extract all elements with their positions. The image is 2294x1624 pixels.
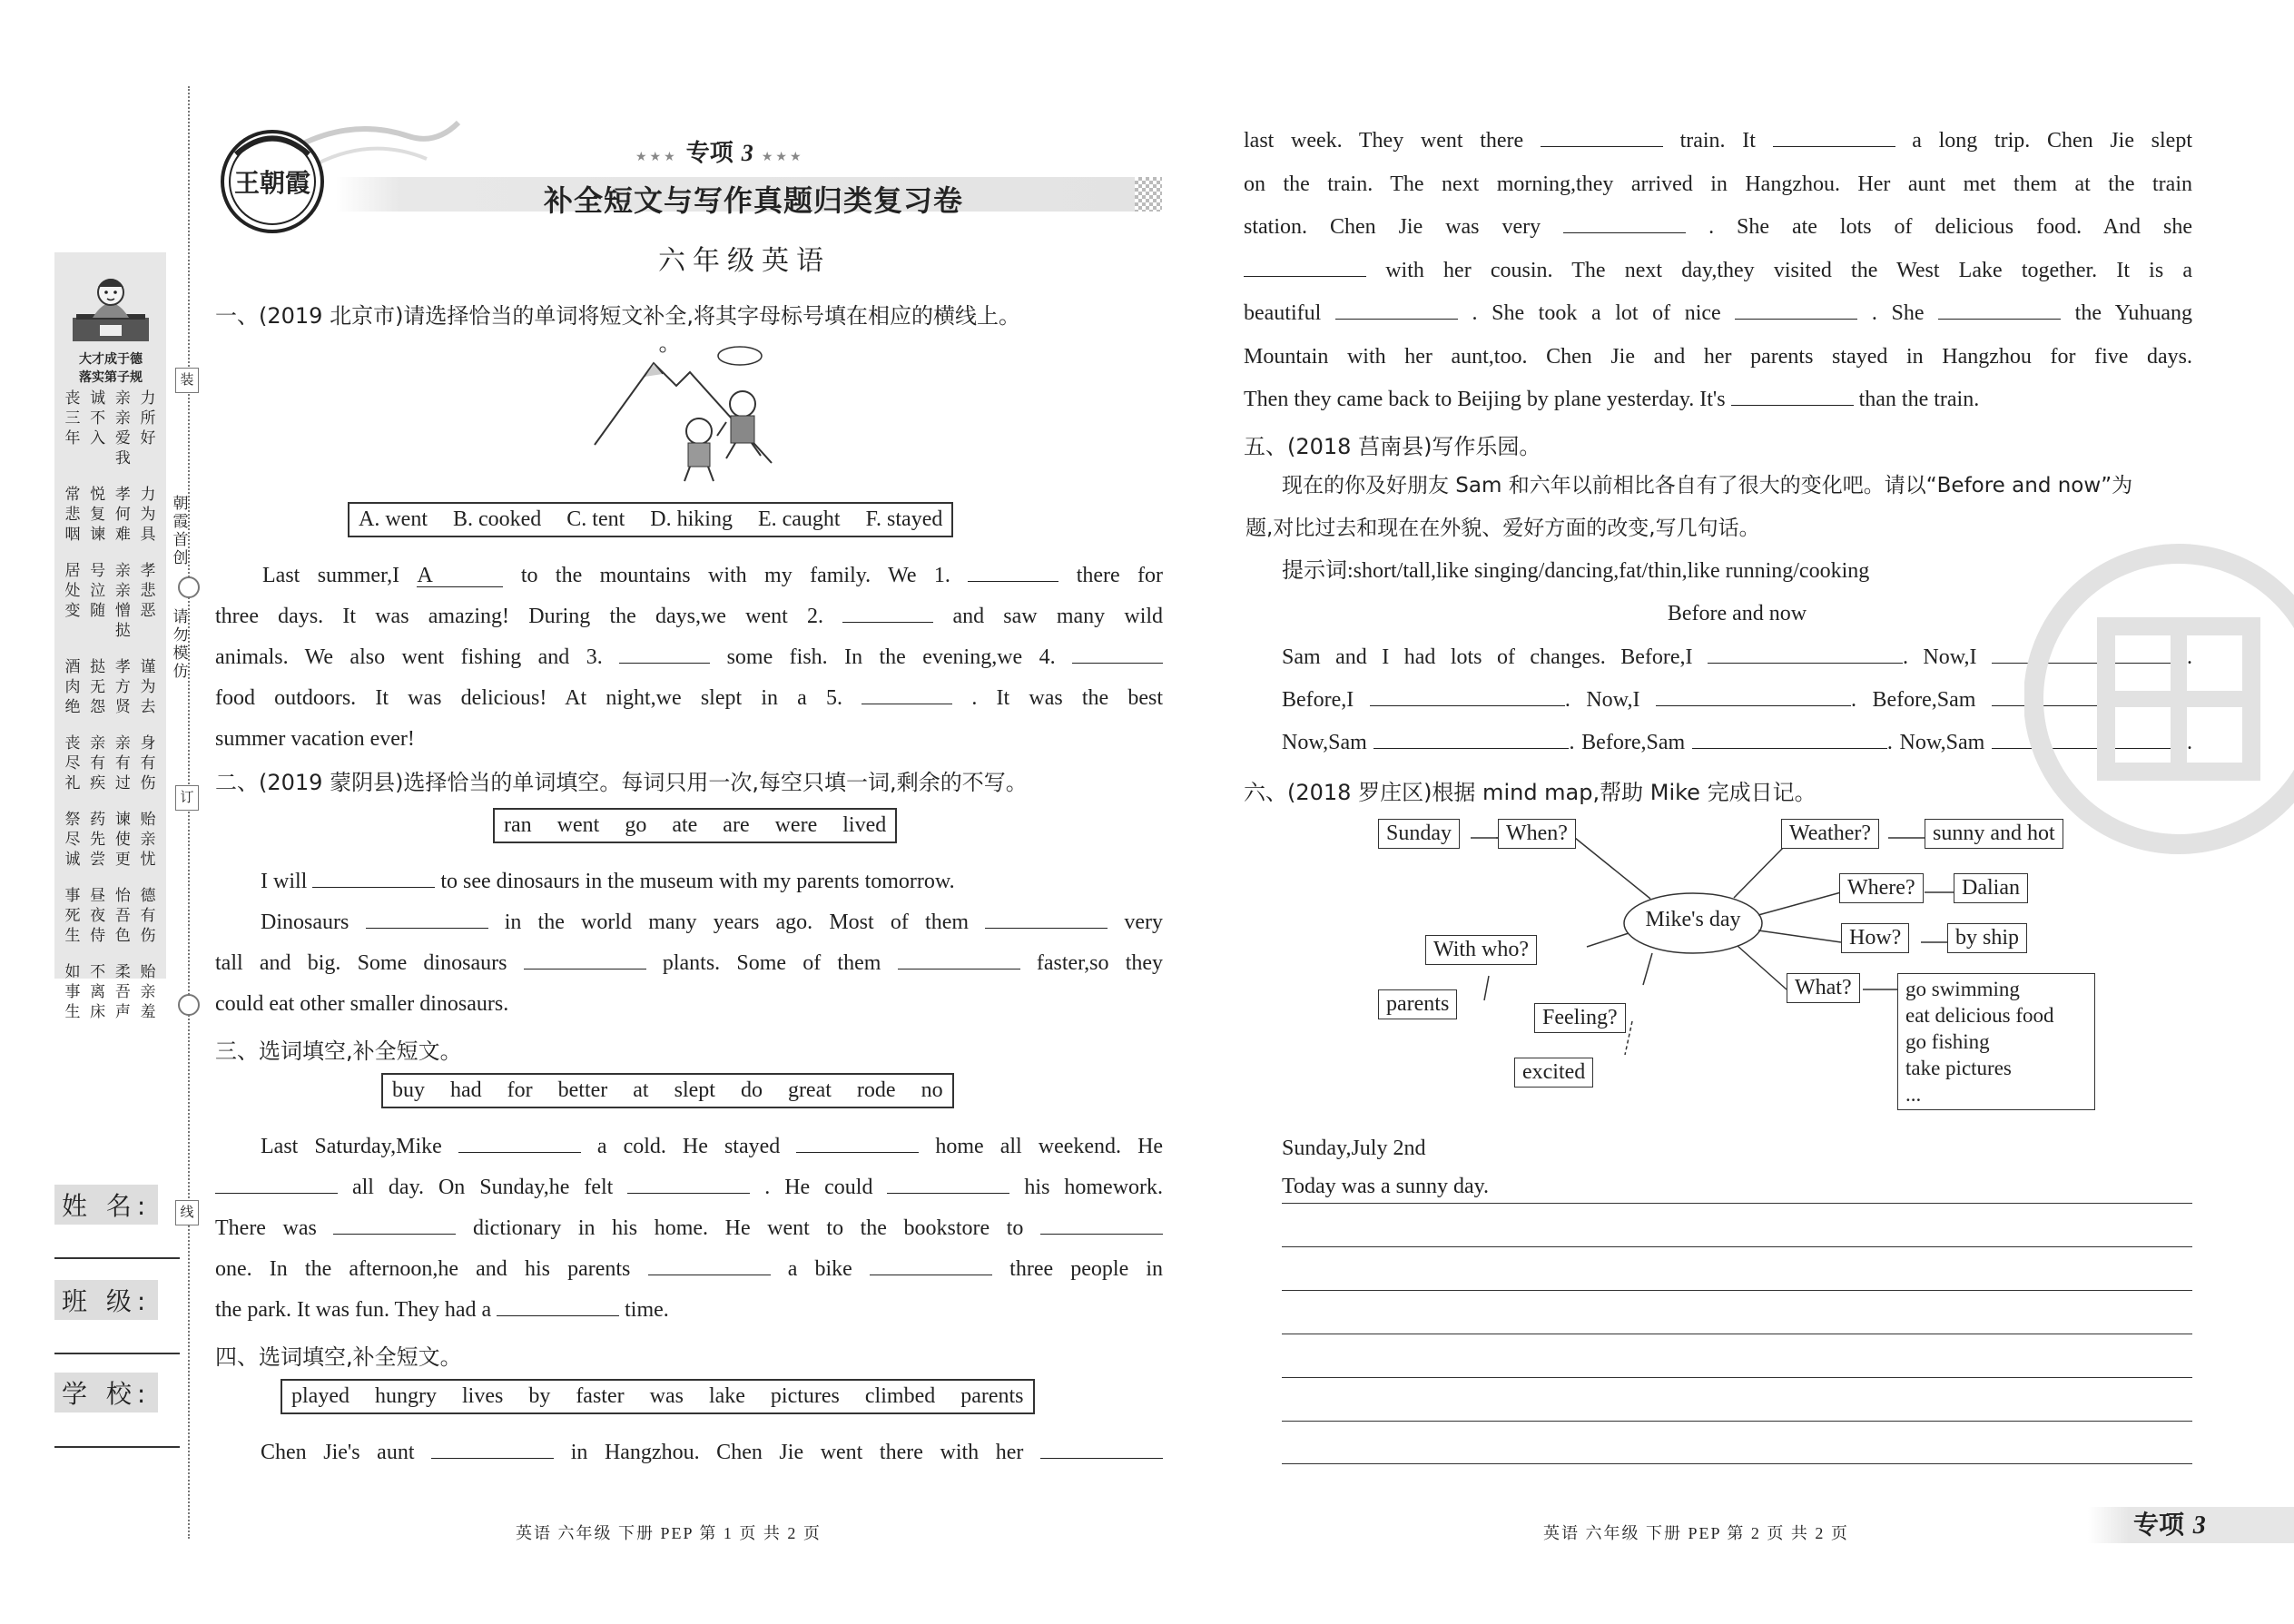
word-option: had: [450, 1078, 482, 1102]
word-option: ran: [504, 813, 532, 837]
poem-group: [62, 657, 159, 717]
word-option: climbed: [864, 1384, 936, 1408]
scholar-mascot-icon: [67, 261, 154, 345]
binding-hole-icon: [178, 576, 200, 598]
passage-line: last week. They went there train. It a long trip. Chen Jie slept: [1244, 129, 2193, 153]
word-option: A. went: [359, 507, 428, 531]
answer-blank[interactable]: [985, 910, 1108, 929]
sentence-line: Sam and I had lots of changes. Before,I . Now,I .: [1282, 645, 2193, 669]
poem-group: [62, 962, 159, 1022]
word-option: rode: [856, 1078, 896, 1102]
word-option: hungry: [374, 1384, 437, 1408]
word-option: go: [625, 813, 647, 837]
logo-text: 王朝霞: [233, 168, 310, 198]
poem-group: [62, 810, 159, 870]
poem-column: 祭尽诚: [64, 811, 81, 869]
paper-title: 补全短文与写作真题归类复习卷: [543, 183, 963, 218]
poem-column: 居处变: [64, 562, 81, 620]
poem-column: 诚不入: [90, 389, 106, 448]
poem-group: [62, 561, 159, 641]
poem-column: 亲有过: [114, 734, 131, 792]
passage-line: on the train. The next morning,they arrived in Hangzhou. Her aunt met them at the train: [1244, 172, 2192, 196]
answer-blank[interactable]: [1040, 1216, 1163, 1235]
mm-sunday: Sunday: [1378, 819, 1460, 849]
answer-blank[interactable]: [887, 1175, 1009, 1194]
section2-heading: 二、(2019 蒙阴县)选择恰当的单词填空。每词只用一次,每空只填一词,剩余的不写。: [215, 770, 1028, 795]
class-field[interactable]: [54, 1353, 180, 1354]
motto-line: 落实第子规: [79, 370, 143, 385]
answer-blank[interactable]: [1244, 258, 1366, 277]
passage-line: There was dictionary in his home. He went to the bookstore to: [215, 1208, 1163, 1249]
poem-column: 身有伤: [140, 734, 156, 792]
series-label: [635, 134, 804, 168]
mm-weather: Weather?: [1781, 819, 1879, 849]
answer-blank[interactable]: [1692, 730, 1887, 749]
writing-line[interactable]: [1282, 1290, 2192, 1291]
word-option: went: [556, 813, 600, 837]
series-number: 3: [741, 140, 753, 166]
passage-line: station. Chen Jie was very . She ate lots of delicious food. And she: [1244, 215, 2193, 239]
poem-column: 亲有疾: [90, 734, 106, 792]
section6-heading: 六、(2018 罗庄区)根据 mind map,帮助 Mike 完成日记。: [1244, 780, 1816, 805]
word-option: was: [649, 1384, 684, 1408]
passage-line: could eat other smaller dinosaurs.: [215, 992, 509, 1016]
passage-line: food outdoors. It was delicious! At night,we slept in a 5. . It was the best: [215, 686, 1164, 710]
activity-item: go swimming: [1905, 978, 2020, 1000]
name-label: 姓 名:: [54, 1185, 158, 1225]
mm-ship: by ship: [1947, 923, 2027, 953]
binding-text-1: 朝霞首创: [172, 495, 189, 567]
binding-text-2: 请勿模仿: [172, 608, 189, 681]
word-option: buy: [392, 1078, 425, 1102]
class-label: 班 级:: [54, 1280, 158, 1320]
sentence-line: Now,Sam . Before,Sam . Now,Sam .: [1282, 731, 2193, 754]
poem-column: 亲亲爱我: [114, 389, 131, 468]
mm-what: What?: [1787, 973, 1860, 1003]
activity-item: take pictures: [1905, 1057, 2012, 1079]
answer-blank[interactable]: [842, 604, 933, 623]
passage-line: Dinosaurs in the world many years ago. Most of them very: [261, 910, 1164, 934]
section1-wordbank: [348, 502, 953, 537]
answer-blank[interactable]: [898, 950, 1020, 969]
mind-map: [1362, 808, 2124, 1135]
passage-line: I will to see dinosaurs in the museum with my parents tomorrow.: [261, 870, 955, 893]
word-option: played: [291, 1384, 350, 1408]
name-field[interactable]: [54, 1257, 180, 1259]
answer-blank[interactable]: [861, 685, 952, 704]
poem-group: [62, 733, 159, 793]
word-option: parents: [960, 1384, 1024, 1408]
writing-line[interactable]: [1282, 1421, 2192, 1422]
essay-title: Before and now: [1667, 602, 1807, 625]
mm-dalian: Dalian: [1954, 873, 2028, 903]
poem-column: 贻亲忧: [140, 811, 156, 869]
motto-line: 大才成于德: [79, 352, 143, 367]
poem-column: 不离床: [90, 963, 106, 1021]
poem-column: 常悲咽: [64, 486, 81, 544]
mm-parents: parents: [1378, 989, 1457, 1019]
poem-column: 挞无怨: [90, 658, 106, 716]
section5-heading: 五、(2018 莒南县)写作乐园。: [1244, 434, 1541, 459]
diary-date: Sunday,July 2nd: [1282, 1137, 1426, 1160]
section4-heading: 四、选词填空,补全短文。: [215, 1344, 462, 1370]
poem-group: [62, 389, 159, 468]
mm-excited: excited: [1514, 1058, 1593, 1088]
poem-column: 号泣随: [90, 562, 106, 620]
poem-column: 事死生: [64, 887, 81, 945]
header-checker-pattern: [1135, 177, 1162, 212]
section1-passage: [215, 556, 1163, 760]
word-option: are: [723, 813, 750, 837]
answer-blank[interactable]: [1040, 1440, 1163, 1459]
section3-heading: 三、选词填空,补全短文。: [215, 1038, 462, 1064]
word-option: were: [774, 813, 818, 837]
poem-column: 力为具: [140, 486, 156, 544]
intro-line: 题,对比过去和现在在外貌、爱好方面的改变,写几句话。: [1245, 517, 1760, 540]
answer-blank[interactable]: [1656, 687, 1851, 706]
word-option: lives: [461, 1384, 504, 1408]
school-field[interactable]: [54, 1446, 180, 1448]
writing-line[interactable]: [1282, 1246, 2192, 1247]
word-option: pictures: [770, 1384, 840, 1408]
writing-line[interactable]: [1282, 1463, 2192, 1464]
mm-where: Where?: [1839, 873, 1924, 903]
passage-line: Then they came back to Beijing by plane yesterday. It's than the train.: [1244, 388, 1980, 411]
answer-blank[interactable]: [619, 645, 710, 664]
mm-how: How?: [1841, 923, 1909, 953]
paper-subtitle: 六年级英语: [658, 245, 831, 277]
word-option: ate: [672, 813, 698, 837]
answer-blank[interactable]: [1708, 645, 1903, 664]
poem-column: 力所好: [140, 389, 156, 448]
answer-blank[interactable]: [870, 1256, 992, 1275]
writing-line[interactable]: [1282, 1203, 2192, 1204]
word-option: for: [507, 1078, 533, 1102]
poem-column: 德有伤: [140, 887, 156, 945]
answer-blank[interactable]: [1773, 128, 1895, 147]
answer-blank[interactable]: [1563, 214, 1686, 233]
dizigui-poem: [62, 389, 159, 1021]
poem-column: 谏使更: [114, 811, 131, 869]
star-icon: ★★★: [761, 150, 804, 164]
writing-line[interactable]: [1282, 1377, 2192, 1378]
poem-column: 孝悲恶: [140, 562, 156, 620]
section4-wordbank: [281, 1379, 1035, 1414]
passage-line: the park. It was fun. They had a time.: [215, 1298, 669, 1322]
poem-column: 如事生: [64, 963, 81, 1021]
example-answer: A: [417, 565, 503, 587]
answer-blank[interactable]: [497, 1297, 619, 1316]
word-option: great: [787, 1078, 832, 1102]
poem-column: 药先尝: [90, 811, 106, 869]
activity-item: ...: [1905, 1083, 1922, 1106]
intro-line: 现在的你及好朋友 Sam 和六年以前相比各自有了很大的变化吧。请以“Before and now”为: [1282, 474, 2133, 497]
word-option: C. tent: [566, 507, 625, 531]
word-option: D. hiking: [650, 507, 733, 531]
answer-blank[interactable]: [1370, 687, 1565, 706]
answer-blank[interactable]: [1541, 128, 1663, 147]
answer-blank[interactable]: [524, 950, 646, 969]
poem-column: 贻亲羞: [140, 963, 156, 1021]
sentence-line: Before,I . Now,I . Before,Sam: [1282, 679, 2192, 722]
answer-blank[interactable]: [215, 1175, 338, 1194]
mm-center: Mike's day: [1645, 908, 1741, 931]
answer-blank[interactable]: [1735, 300, 1857, 320]
word-option: lake: [708, 1384, 745, 1408]
activity-item: eat delicious food: [1905, 1004, 2054, 1027]
section3-passage: [215, 1127, 1163, 1331]
diary-first-line: Today was a sunny day.: [1282, 1175, 1490, 1198]
section4-passage-right: [1244, 120, 2192, 422]
section4-passage-left: [215, 1432, 1163, 1473]
answer-blank[interactable]: [431, 1440, 554, 1459]
binding-line: [188, 86, 190, 1539]
poem-column: 酒肉绝: [64, 658, 81, 716]
mm-sunny: sunny and hot: [1925, 819, 2063, 849]
answer-blank[interactable]: [627, 1175, 750, 1194]
passage-line: Last Saturday,Mike a cold. He stayed home all weekend. He: [261, 1135, 1164, 1158]
poem-column: 怡吾色: [114, 887, 131, 945]
section1-heading: 一、(2019 北京市)请选择恰当的单词将短文补全,将其字母标号填在相应的横线上。: [215, 303, 1021, 329]
footer-left: 英语 六年级 下册 PEP 第 1 页 共 2 页: [516, 1524, 822, 1542]
section3-wordbank: [381, 1073, 954, 1108]
answer-blank[interactable]: [333, 1216, 456, 1235]
passage-line: animals. We also went fishing and 3. some fish. In the evening,we 4.: [215, 637, 1163, 678]
motto: [60, 350, 162, 387]
answer-blank[interactable]: [1373, 730, 1569, 749]
poem-column: 亲亲憎挞: [114, 562, 131, 640]
binding-tag-zhuang: 装: [175, 368, 199, 393]
corner-label: 专项 3: [2133, 1510, 2206, 1540]
passage-line: Chen Jie's aunt in Hangzhou. Chen Jie went there with her: [215, 1432, 1163, 1473]
poem-column: 孝方贤: [114, 658, 131, 716]
answer-blank[interactable]: [458, 1134, 581, 1153]
word-option: by: [528, 1384, 551, 1408]
publisher-logo: [218, 127, 327, 236]
word-option: B. cooked: [452, 507, 542, 531]
poem-column: 孝何难: [114, 486, 131, 544]
poem-column: 悦复谏: [90, 486, 106, 544]
answer-blank[interactable]: [968, 563, 1058, 582]
binding-tag-xian: 线: [175, 1200, 199, 1225]
word-option: lived: [842, 813, 887, 837]
poem-group: [62, 886, 159, 946]
poem-group: [62, 485, 159, 545]
word-option: better: [557, 1078, 608, 1102]
poem-column: 谨为去: [140, 658, 156, 716]
word-option: E. caught: [757, 507, 841, 531]
answer-blank[interactable]: [312, 869, 435, 888]
passage-line: beautiful . She took a lot of nice . She the Yuhuang: [1244, 301, 2193, 325]
dizigui-panel: [54, 252, 166, 1021]
word-option: at: [633, 1078, 649, 1102]
answer-blank[interactable]: [1731, 387, 1854, 406]
word-option: do: [740, 1078, 763, 1102]
mm-when: When?: [1498, 819, 1576, 849]
passage-line: tall and big. Some dinosaurs plants. Some of them faster,so they: [215, 951, 1164, 975]
mm-feeling: Feeling?: [1534, 1003, 1626, 1033]
mm-activities: [1897, 973, 2095, 1110]
passage-line: with her cousin. The next day,they visited the West Lake together. It is a: [1244, 250, 2192, 293]
word-option: F. stayed: [865, 507, 943, 531]
binding-hole-icon: [178, 994, 200, 1016]
series-text: 专项: [685, 140, 733, 167]
mountain-hiking-illustration-icon: [590, 336, 799, 486]
word-option: slept: [674, 1078, 715, 1102]
passage-line: Last summer,I A to the mountains with my family. We 1. there for: [262, 564, 1164, 587]
passage-line: all day. On Sunday,he felt . He could his homework.: [215, 1167, 1163, 1208]
word-option: no: [921, 1078, 943, 1102]
poem-column: 昼夜侍: [90, 887, 106, 945]
activity-item: go fishing: [1905, 1030, 1990, 1053]
passage-line: three days. It was amazing! During the days,we went 2. and saw many wild: [215, 605, 1164, 628]
word-option: faster: [576, 1384, 625, 1408]
binding-tag-ding: 订: [175, 785, 199, 811]
passage-line: summer vacation ever!: [215, 727, 415, 751]
section5-hint: 提示词:short/tall,like singing/dancing,fat/thin,like running/cooking: [1282, 559, 1870, 583]
footer-right: 英语 六年级 下册 PEP 第 2 页 共 2 页: [1543, 1524, 1849, 1542]
answer-blank[interactable]: [648, 1256, 771, 1275]
answer-blank[interactable]: [1938, 300, 2061, 320]
poem-column: 丧尽礼: [64, 734, 81, 792]
answer-blank[interactable]: [1072, 645, 1163, 664]
mm-with-who: With who?: [1425, 935, 1537, 965]
poem-column: 丧三年: [64, 389, 81, 448]
watermark-seal-icon: [2024, 527, 2294, 871]
school-label: 学 校:: [54, 1373, 158, 1412]
poem-column: 柔吾声: [114, 963, 131, 1021]
answer-blank[interactable]: [1335, 300, 1458, 320]
answer-blank[interactable]: [796, 1134, 919, 1153]
section2-passage: [215, 861, 1163, 1025]
passage-line: one. In the afternoon,he and his parents a bike three people in: [215, 1257, 1164, 1281]
section2-wordbank: [493, 808, 897, 843]
star-icon: ★★★: [635, 150, 678, 164]
answer-blank[interactable]: [366, 910, 488, 929]
passage-line: Mountain with her aunt,too. Chen Jie and her parents stayed in Hangzhou for five days.: [1244, 344, 2192, 369]
